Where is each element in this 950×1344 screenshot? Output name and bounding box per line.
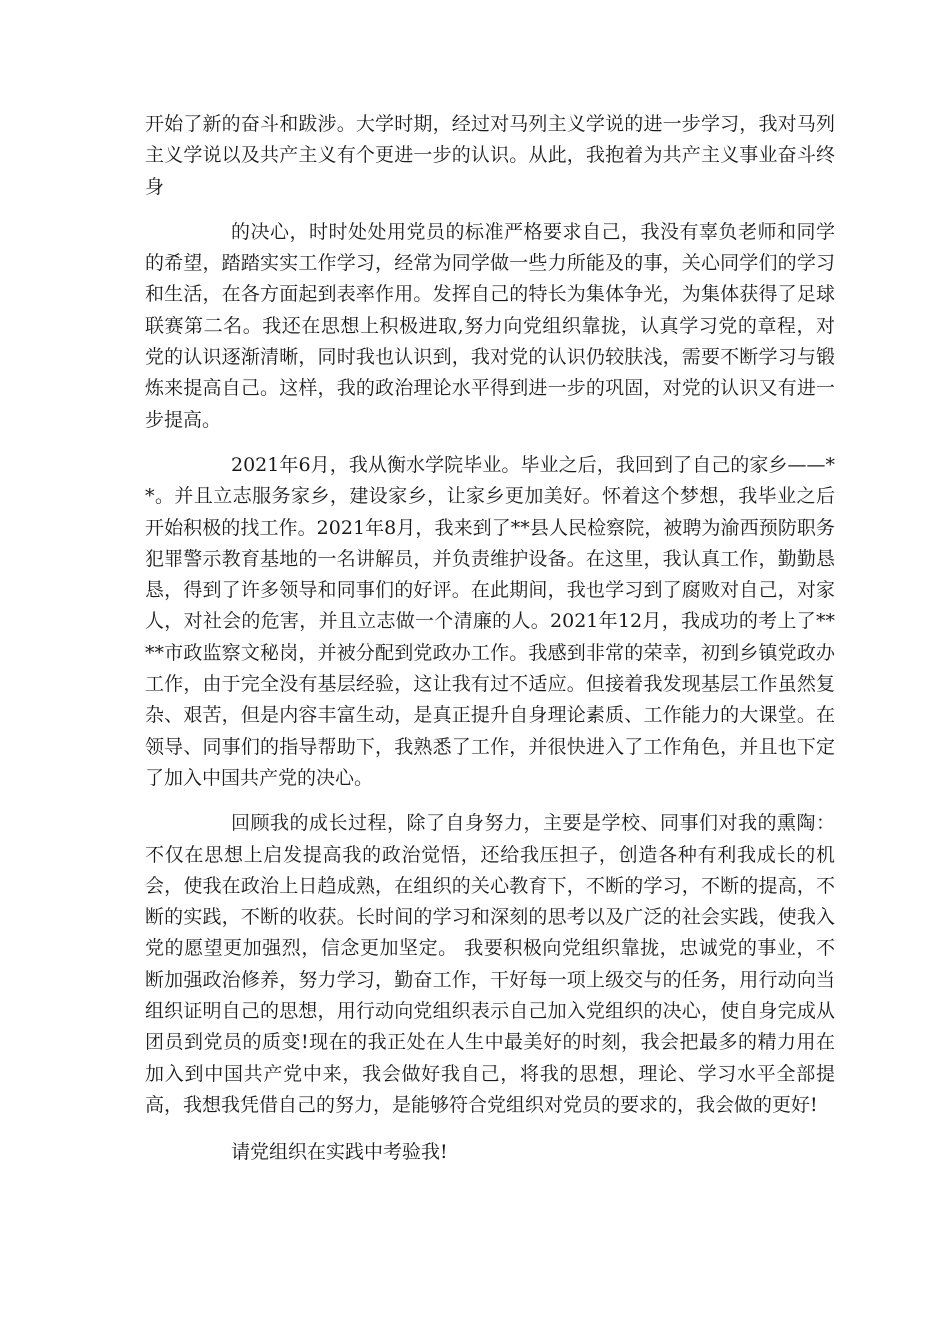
paragraph-continuation: 开始了新的奋斗和跋涉。大学时期，经过对马列主义学说的进一步学习，我对马列主义学说以及共产主义有个更进一步的认识。从此，我抱着为共产主义事业奋斗终身 xyxy=(145,113,835,198)
paragraph-reflection: 回顾我的成长过程，除了自身努力，主要是学校、同事们对我的熏陶：不仅在思想上启发提高我的政治觉悟，还给我压担子，创造各种有利我成长的机会，使我在政治上日趋成熟，在组织的关心教育下，不断的学习，不断的提高，不断的实践，不断的收获。长时间的学习和深刻的思考以及广泛的社会实践，使我入党的愿望更加强烈，信念更加坚定。 我要积极向党组织靠拢，忠诚党的事业，不断加强政治修养，努力学习，勤奋工作，干好每一项上级交与的任务，用行动向当组织证明自己的思想，用行动向党组织表示自己加入党组织的决心，使自身完成从团员到党员的质变!现在的我正处在人生中最美好的时刻，我会把最多的精力用在加入到中国共产党中来，我会做好我自己，将我的思想，理论、学习水平全部提高，我想我凭借自己的努力，是能够符合党组织对党员的要求的，我会做的更好! xyxy=(145,812,835,1116)
paragraph-university: 的决心，时时处处用党员的标准严格要求自己，我没有辜负老师和同学的希望，踏踏实实工作学习，经常为同学做一些力所能及的事，关心同学们的学习和生活，在各方面起到表率作用。发挥自己的特长为集体争光，为集体获得了足球联赛第二名。我还在思想上积极进取,努力向党组织靠拢，认真学习党的章程，对党的认识逐渐清晰，同时我也认识到，我对党的认识仍较肤浅，需要不断学习与锻炼来提高自己。这样，我的政治理论水平得到进一步的巩固，对党的认识又有进一步提高。 xyxy=(145,220,835,431)
closing-line: 请党组织在实践中考验我! xyxy=(231,1141,448,1164)
paragraph-career: 2021年6月，我从衡水学院毕业。毕业之后，我回到了自己的家乡——**。并且立志服务家乡，建设家乡，让家乡更加美好。怀着这个梦想，我毕业之后开始积极的找工作。2021年8月，我来到了**县人民检察院，被聘为渝西预防职务犯罪警示教育基地的一名讲解员，并负责维护设备。在这里，我认真工作，勤勤恳恳，得到了许多领导和同事们的好评。在此期间，我也学习到了腐败对自己，对家人，对社会的危害，并且立志做一个清廉的人。2021年12月，我成功的考上了****市政监察文秘岗，并被分配到党政办工作。我感到非常的荣幸，初到乡镇党政办工作，由于完全没有基层经验，这让我有过不适应。但接着我发现基层工作虽然复杂、艰苦，但是内容丰富生动，是真正提升自身理论素质、工作能力的大课堂。在领导、同事们的指导帮助下，我熟悉了工作，并很快进入了工作角色，并且也下定了加入中国共产党的决心。 xyxy=(145,453,835,789)
document-body xyxy=(145,109,835,1169)
